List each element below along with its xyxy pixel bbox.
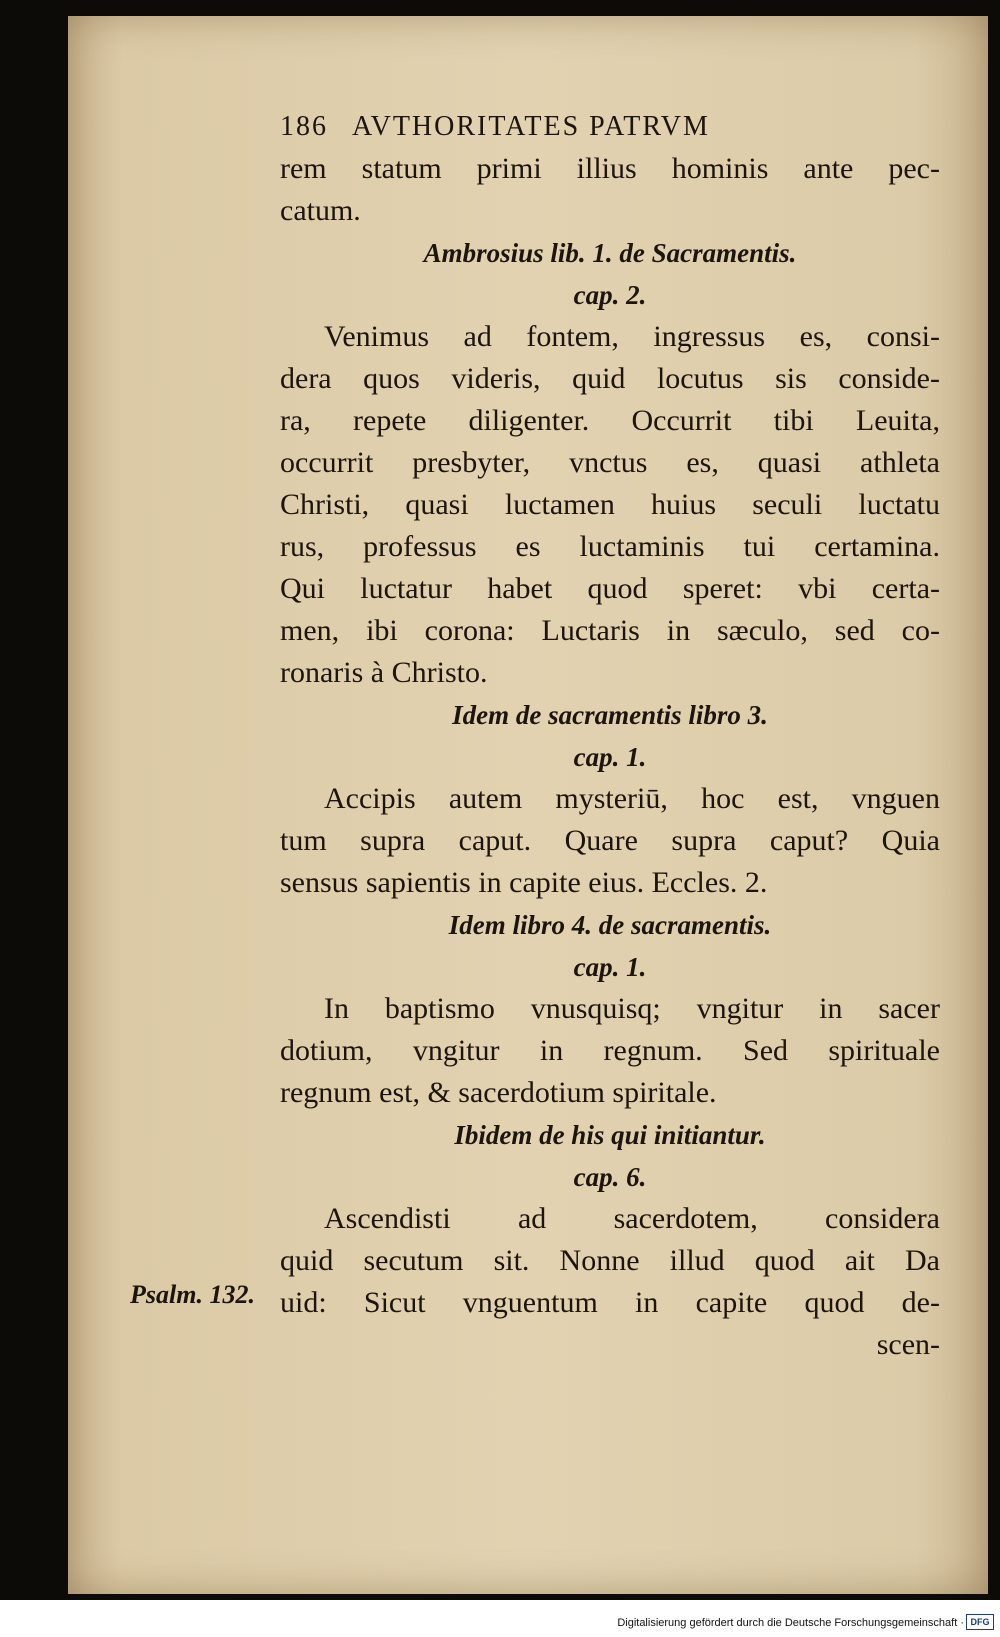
page-text [280,106,940,1366]
chapter-label: cap. 6. [573,1162,647,1192]
text-line: Qui luctatur habet quod speret: vbi certa- [280,572,940,605]
running-title: AVTHORITATES PATRVM [352,111,710,142]
page-number: 186 [280,111,328,142]
margin-note: Psalm. 132. [130,1280,255,1309]
section-heading: Idem libro 4. de sacramentis. [448,910,772,940]
chapter-label: cap. 1. [573,742,647,772]
text-line: rus, professus es luctaminis tui certamina. [280,530,940,563]
text-line: ronaris à Christo. [280,656,488,689]
text-line: men, ibi corona: Luctaris in sæculo, sed co- [280,614,940,647]
text-line: Ascendisti ad sacerdotem, considera [324,1202,940,1235]
footer-credit: Digitalisierung gefördert durch die Deutsche Forschungsgemeinschaft · [617,1617,964,1629]
text-line: Accipis autem mysteriū, hoc est, vnguen [324,782,940,815]
section-heading: Ambrosius lib. 1. de Sacramentis. [423,238,797,268]
chapter-label: cap. 1. [573,952,647,982]
text-line: dera quos videris, quid locutus sis conside- [280,362,940,395]
text-line: In baptismo vnusquisq; vngitur in sacer [324,992,940,1025]
text-line: regnum est, & sacerdotium spiritale. [280,1076,717,1109]
text-line: tum supra caput. Quare supra caput? Quia [280,824,940,857]
text-line: ra, repete diligenter. Occurrit tibi Leuita, [280,404,940,437]
section-heading: Idem de sacramentis libro 3. [452,700,768,730]
text-line: dotium, vngitur in regnum. Sed spirituale [280,1034,940,1067]
text-line: sensus sapientis in capite eius. Eccles. 2. [280,866,768,899]
text-line: Venimus ad fontem, ingressus es, consi- [324,320,940,353]
chapter-label: cap. 2. [573,280,647,310]
text-line: Christi, quasi luctamen huius seculi luctatu [280,488,940,521]
section-heading: Ibidem de his qui initiantur. [454,1120,766,1150]
text-line: quid secutum sit. Nonne illud quod ait Da [280,1244,940,1277]
text-line: uid: Sicut vnguentum in capite quod de- [280,1286,940,1319]
text-line: occurrit presbyter, vnctus es, quasi athleta [280,446,940,479]
text-line: rem statum primi illius hominis ante pec- [280,152,940,185]
text-line: catum. [280,194,361,227]
catchword: scen- [876,1328,940,1361]
dfg-logo: DFG [966,1614,994,1630]
running-header [280,106,940,148]
